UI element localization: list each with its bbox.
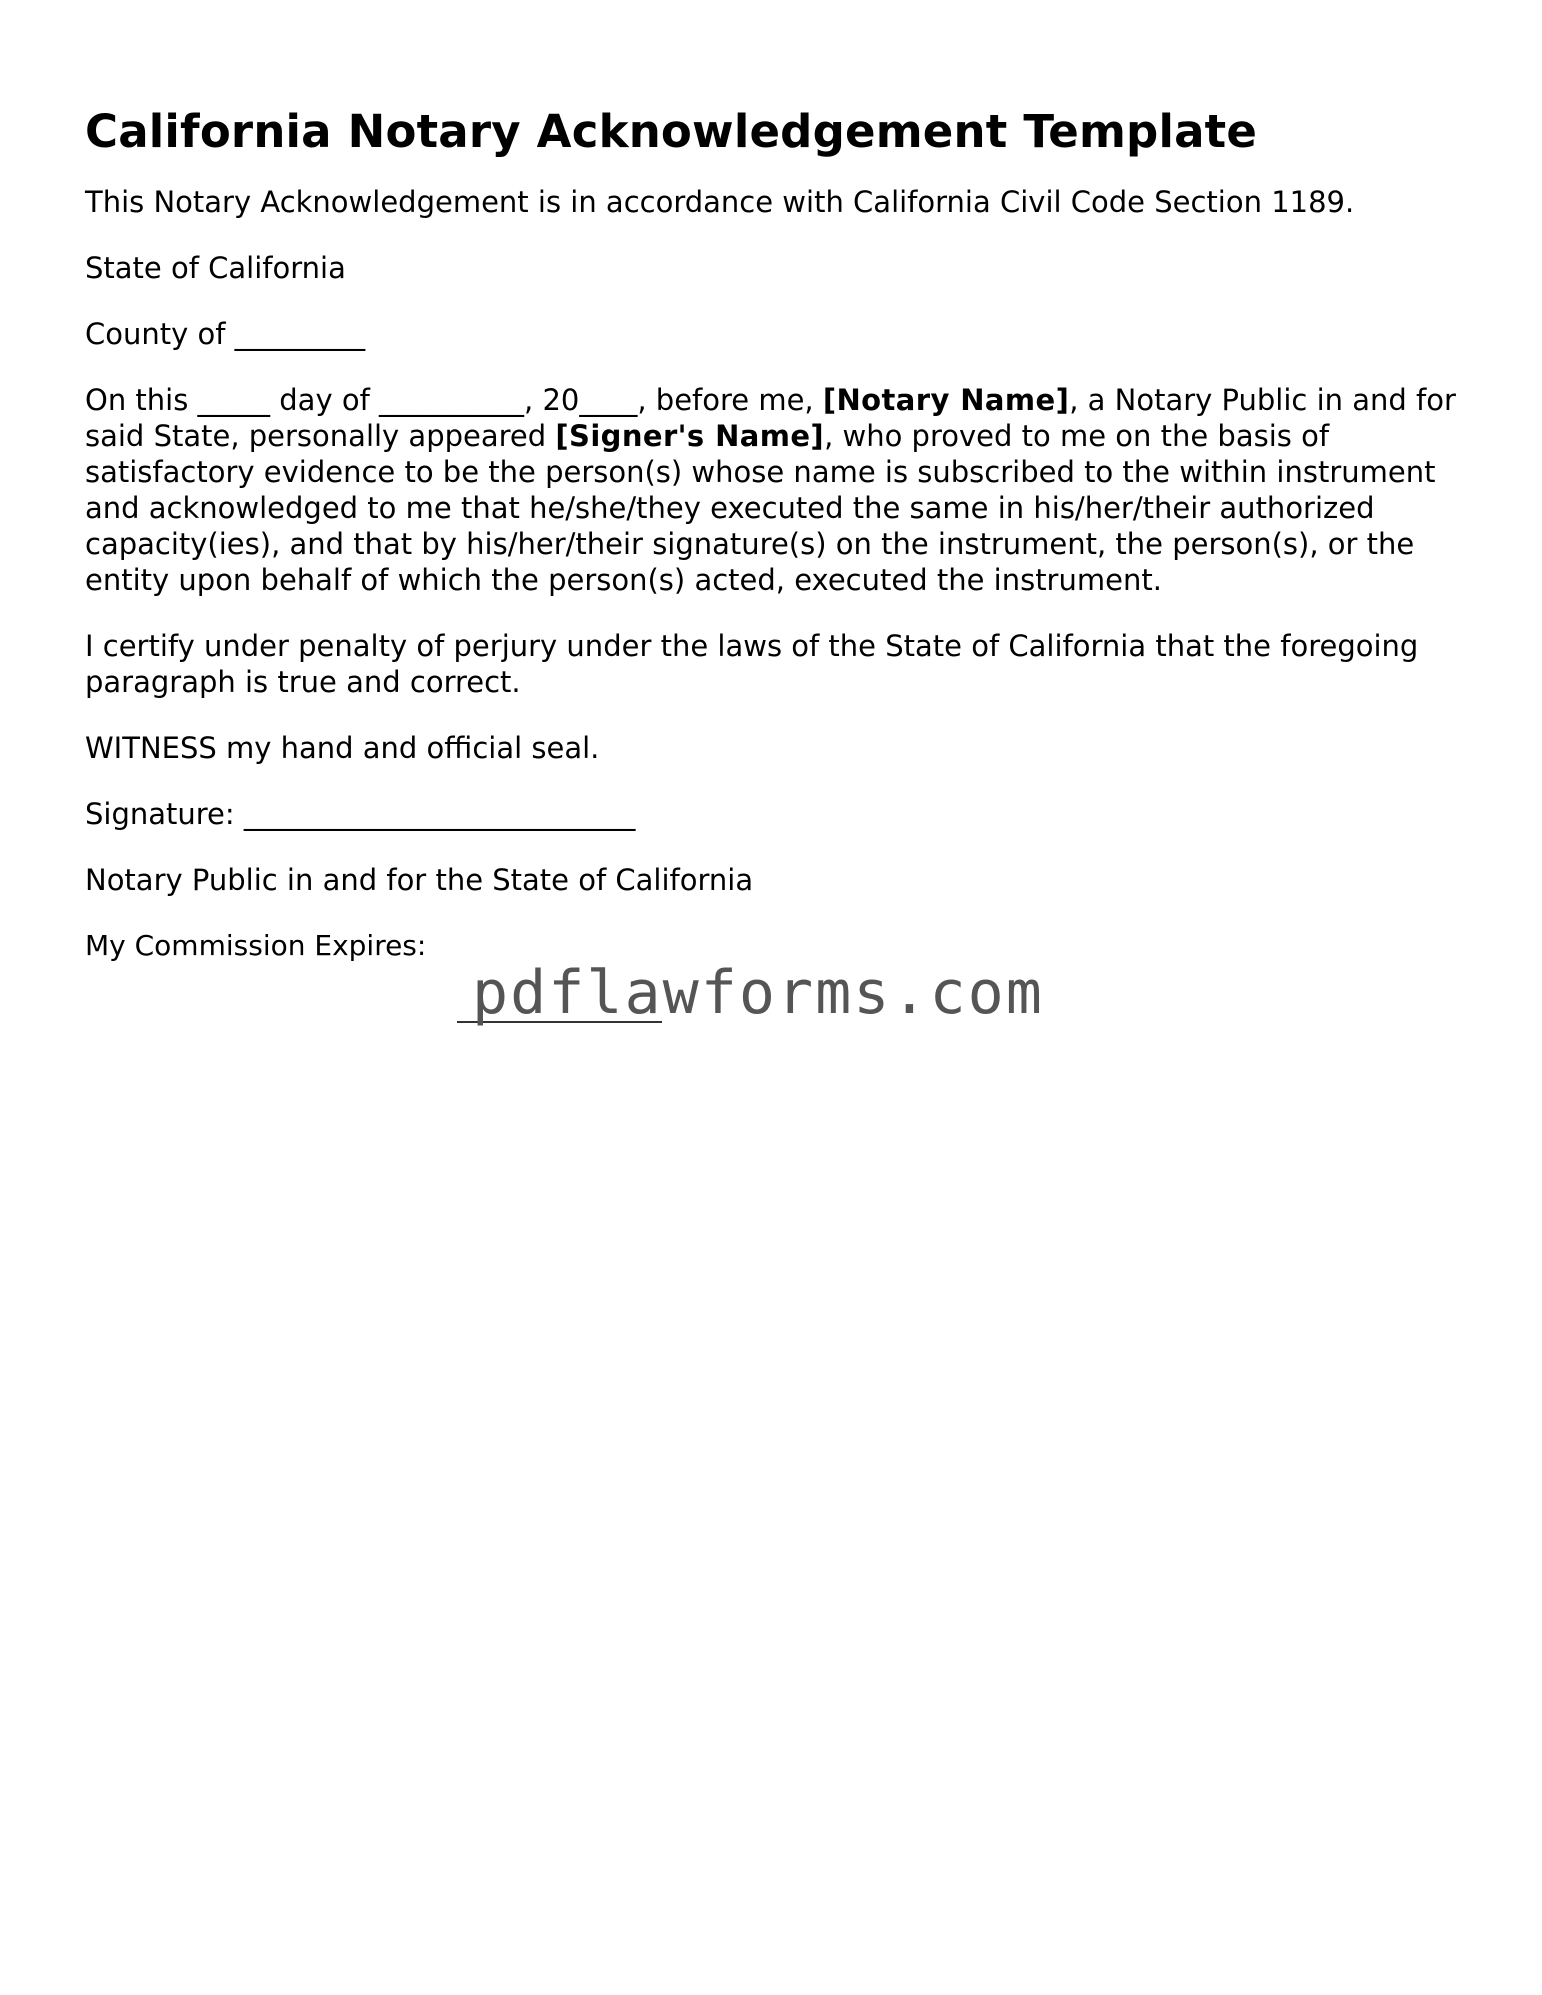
state-line: State of California (85, 251, 346, 285)
intro-paragraph: This Notary Acknowledgement is in accordance with California Civil Code Section 1189. (85, 185, 1355, 219)
acknowledgement-text-part3: , who proved to me on the basis of satisfactory evidence to be the person(s) whose name is subscribed to the within instrument and acknowledged to me that he/she/they executed the same in his/her/their authorized capacity(ies), and that by his/her/their signature(s) on the instrument, the person(s), or the entity upon behalf of which the person(s) acted, executed the instrument. (85, 419, 1436, 597)
witness-line: WITNESS my hand and official seal. (85, 731, 600, 765)
acknowledgement-text-part1: On this _____ day of __________, 20____, before me, (85, 383, 823, 417)
notary-name-placeholder: [Notary Name] (822, 383, 1070, 417)
signer-name-placeholder: [Signer's Name] (555, 419, 825, 453)
document-page (85, 100, 1475, 964)
acknowledgement-text-part2: , a Notary Public in and for said State, personally appeared (85, 383, 1456, 453)
notary-public-line: Notary Public in and for the State of California (85, 863, 754, 897)
commission-expires-line: My Commission Expires: (85, 929, 427, 962)
acknowledgement-paragraph (85, 382, 1475, 598)
signature-line: Signature: ___________________________ (85, 797, 636, 831)
county-line: County of _________ (85, 317, 366, 351)
document-title: California Notary Acknowledgement Template (85, 105, 1258, 158)
watermark-text: pdflawforms.com (472, 958, 1044, 1028)
certify-paragraph: I certify under penalty of perjury under the laws of the State of California that the foregoing paragraph is true and correct. (85, 629, 1419, 699)
